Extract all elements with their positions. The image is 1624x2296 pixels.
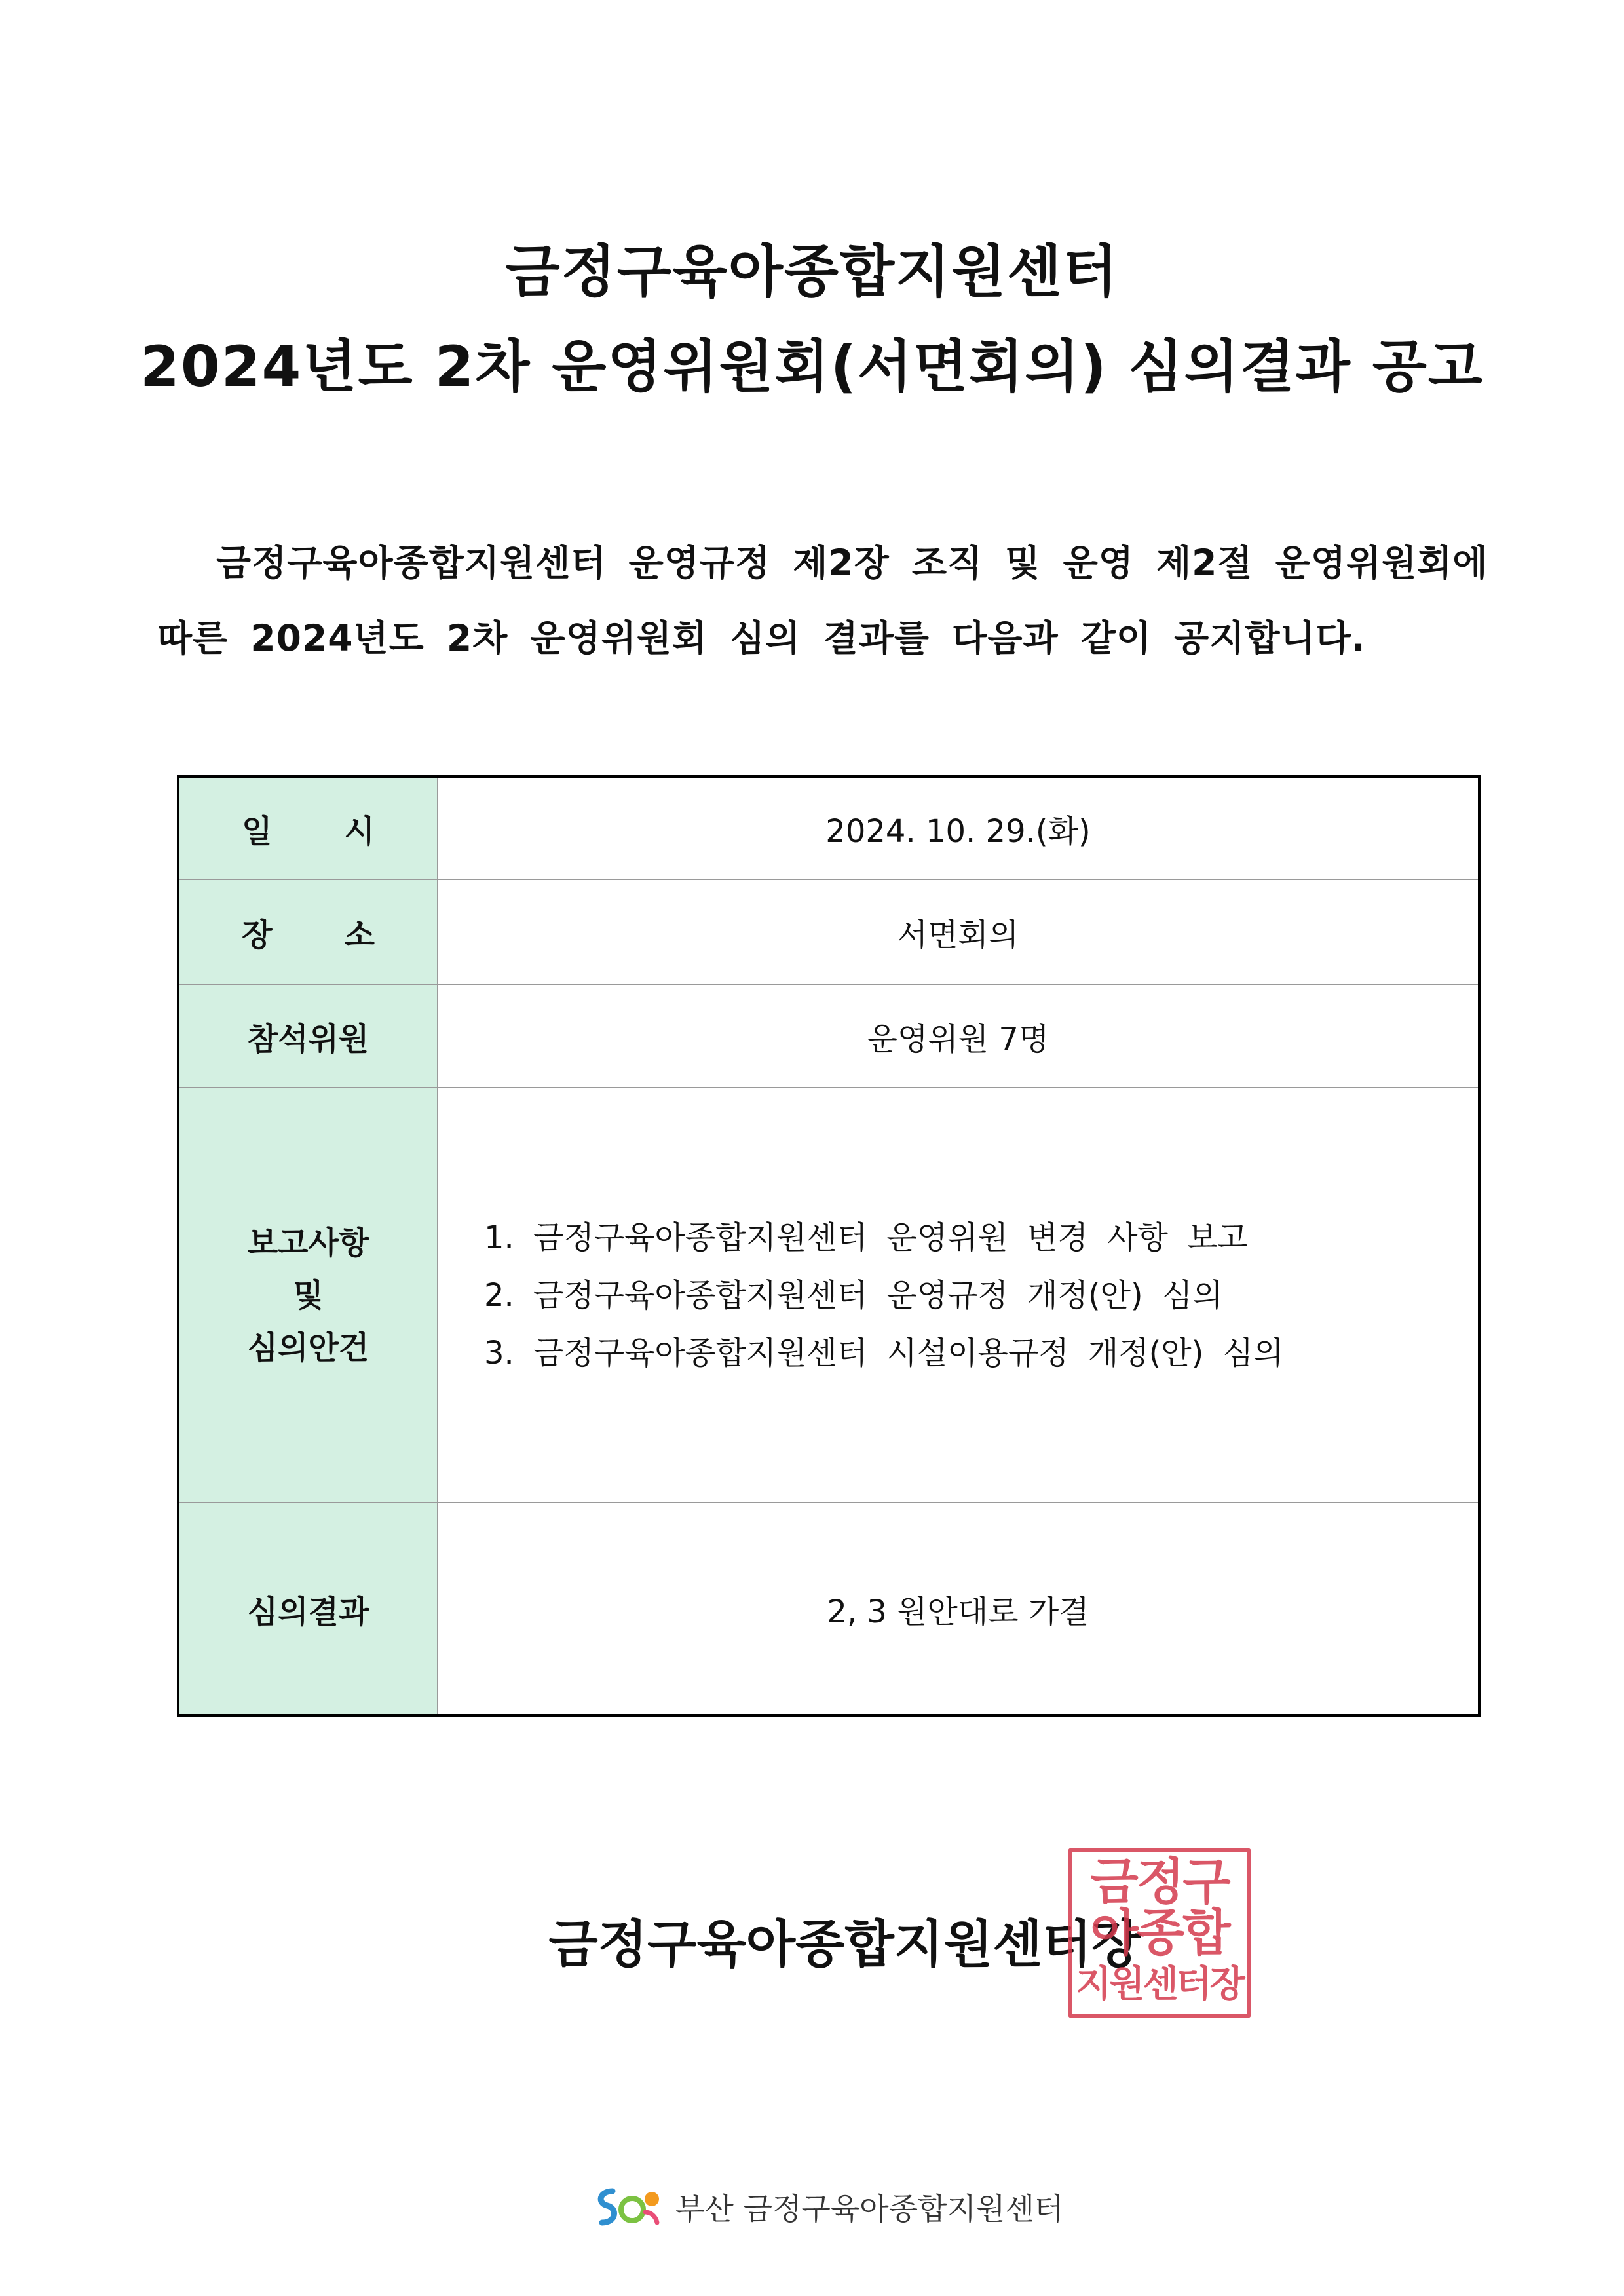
result-table	[177, 775, 1481, 1717]
agenda-label: 보고사항 및 심의안건	[178, 1088, 438, 1502]
table-row-date	[178, 776, 1479, 879]
result-value: 2, 3 원안대로 가결	[438, 1502, 1479, 1715]
seal-line-1: 금정구	[1090, 1852, 1229, 1911]
official-seal-stamp	[1068, 1848, 1251, 2018]
result-label: 심의결과	[178, 1502, 438, 1715]
place-value: 서면회의	[438, 879, 1479, 984]
document-subtitle: 2024년도 2차 운영위원회(서면회의) 심의결과 공고	[140, 334, 1484, 400]
signer-name: 금정구육아종합지원센터장	[548, 1915, 1141, 1974]
seal-line-3: 지원센터장	[1076, 1962, 1243, 2006]
seal-line-2: 아종합	[1090, 1904, 1229, 1962]
document-title: 금정구육아종합지원센터	[505, 239, 1119, 305]
footer-logo	[593, 2185, 1063, 2229]
intro-line-1: 금정구육아종합지원센터 운영규정 제2장 조직 및 운영 제2절 운영위원회에	[216, 542, 1488, 584]
agenda-list	[438, 1209, 1478, 1382]
agenda-item: 3. 금정구육아종합지원센터 시설이용규정 개정(안) 심의	[484, 1334, 1284, 1371]
agenda-item: 1. 금정구육아종합지원센터 운영위원 변경 사항 보고	[484, 1219, 1248, 1256]
date-label: 일시	[178, 776, 438, 879]
attendees-value: 운영위원 7명	[438, 984, 1479, 1088]
agenda-item: 2. 금정구육아종합지원센터 운영규정 개정(안) 심의	[484, 1276, 1223, 1314]
table-row-agenda	[178, 1088, 1479, 1502]
table-row-attendees	[178, 984, 1479, 1088]
organization-logo-icon	[593, 2186, 665, 2228]
place-label: 장소	[178, 879, 438, 984]
attendees-label: 참석위원	[178, 984, 438, 1088]
table-row-result	[178, 1502, 1479, 1715]
agenda-value	[438, 1088, 1479, 1502]
date-value: 2024. 10. 29.(화)	[438, 776, 1479, 879]
table-row-place	[178, 879, 1479, 984]
intro-line-2: 따른 2024년도 2차 운영위원회 심의 결과를 다음과 같이 공지합니다.	[157, 617, 1366, 659]
footer-org-name: 부산 금정구육아종합지원센터	[675, 2191, 1064, 2227]
